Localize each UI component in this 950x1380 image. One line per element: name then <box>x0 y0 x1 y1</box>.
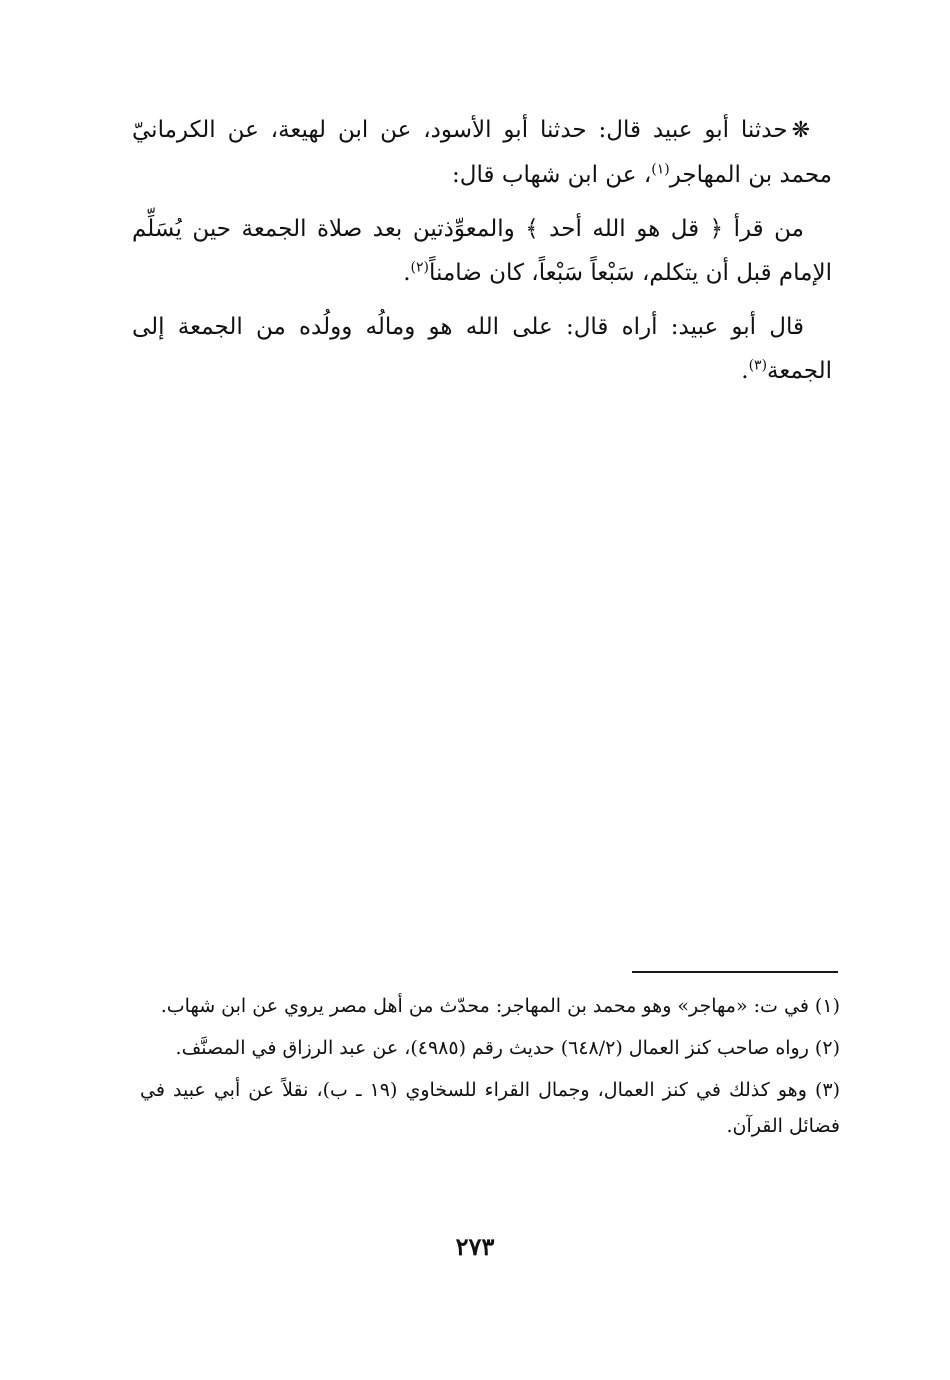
footnote-ref-1: (١) <box>651 161 670 178</box>
main-text-block <box>132 108 832 403</box>
paragraph-isnad <box>132 108 832 197</box>
footnote-2: (٢) رواه صاحب كنز العمال (٦٤٨/٢) حديث رقم (٤٩٨٥)، عن عبد الرزاق في المصنَّف. <box>175 1037 840 1059</box>
paragraph-comment <box>132 305 832 393</box>
footnote-divider <box>632 971 838 973</box>
page-number: ٢٧٣ <box>455 1232 495 1261</box>
paragraph-text: . <box>403 260 411 286</box>
footnote-ref-3: (٣) <box>748 357 768 374</box>
paragraph-text: ، عن ابن شهاب قال: <box>452 162 652 188</box>
paragraph-text: حدثنا أبو عبيد قال: حدثنا أبو الأسود، عن ابن لهيعة، عن الكرمانيّ محمد بن المهاجر <box>132 117 832 188</box>
paragraph-hadith <box>132 207 832 295</box>
footnote-3: (٣) وهو كذلك في كنز العمال، وجمال القراء للسخاوي (١٩ ـ ب)، نقلاً عن أبي عبيد في فضائل القرآن. <box>140 1079 840 1137</box>
paragraph-text: من قرأ ﴿ قل هو الله أحد ﴾ والمعوِّذتين بعد صلاة الجمعة حين يُسَلِّم الإمام قبل أن يتكلم، سَبْعاً سَبْعاً، كان ضامناً <box>132 216 832 286</box>
paragraph-text: قال أبو عبيد: أراه قال: على الله هو ومالُه وولُده من الجمعة إلى الجمعة <box>132 314 832 384</box>
paragraph-text: . <box>741 358 749 384</box>
footnote-ref-2: (٢) <box>410 259 430 276</box>
star-ornament-icon: ❋ <box>791 118 810 143</box>
footnotes-block <box>140 988 840 1150</box>
footnote-1: (١) في ت: «مهاجر» وهو محمد بن المهاجر: محدّث من أهل مصر يروي عن ابن شهاب. <box>160 995 840 1017</box>
